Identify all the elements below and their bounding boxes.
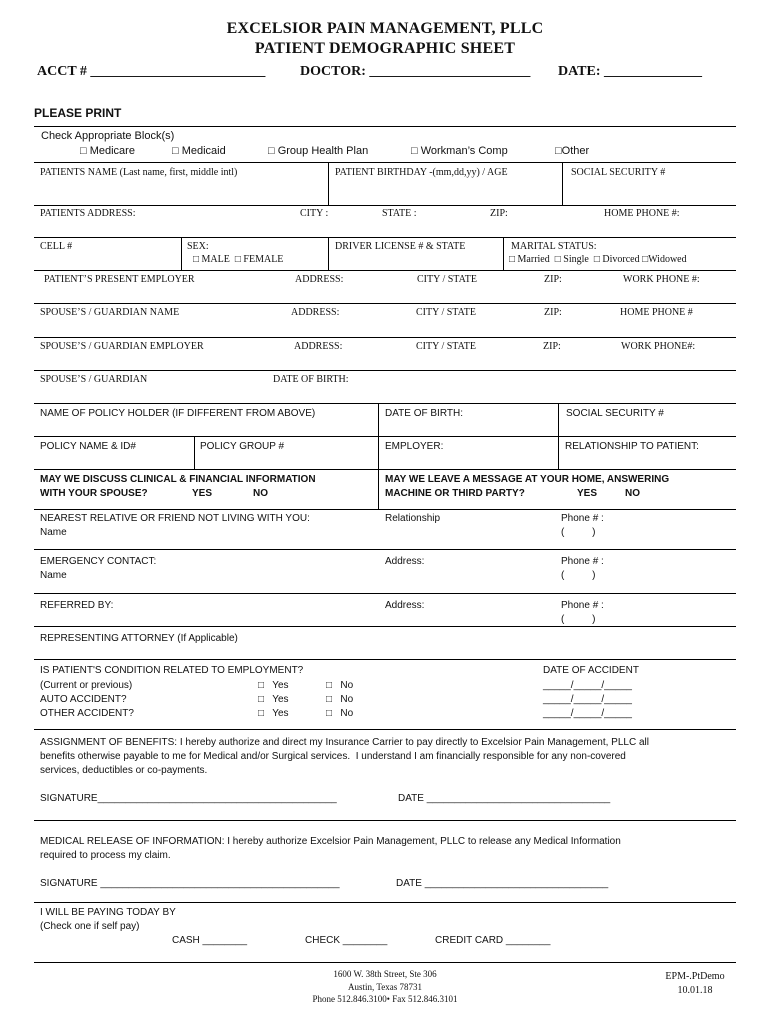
auto-accident-label: AUTO ACCIDENT?	[40, 694, 127, 705]
spouse-address-field[interactable]: ADDRESS:	[291, 307, 340, 318]
emergency-contact-label: EMERGENCY CONTACT:	[40, 556, 157, 567]
divider	[34, 659, 736, 660]
release-date-field[interactable]: DATE _________________________________	[396, 878, 609, 889]
employment-condition-question: IS PATIENT'S CONDITION RELATED TO EMPLOYMENT?	[40, 665, 304, 676]
divider	[34, 237, 736, 238]
marital-status-checkboxes[interactable]: □ Married □ Single □ Divorced □Widowed	[509, 254, 687, 265]
group-health-checkbox[interactable]: □ Group Health Plan	[268, 145, 369, 157]
discuss-question: MAY WE DISCUSS CLINICAL & FINANCIAL INFORMATION	[40, 474, 316, 485]
auto-no-checkbox[interactable]: □ No	[326, 694, 354, 705]
sex-label: SEX:	[187, 241, 209, 252]
spouse-work-phone-field[interactable]: WORK PHONE#:	[621, 341, 696, 352]
workmans-comp-checkbox[interactable]: □ Workman’s Comp	[411, 145, 508, 157]
discuss-question-line2: WITH YOUR SPOUSE?	[40, 488, 148, 499]
please-print-label: PLEASE PRINT	[34, 106, 122, 120]
patient-home-phone-field[interactable]: HOME PHONE #:	[604, 208, 680, 219]
spouse-name-field[interactable]: SPOUSE’S / GUARDIAN NAME	[40, 307, 180, 318]
divider	[328, 162, 329, 205]
patient-birthday-field[interactable]: PATIENT BIRTHDAY -(mm,dd,yy) / AGE	[335, 167, 508, 178]
spouse-employer-zip-field[interactable]: ZIP:	[543, 341, 561, 352]
footer-city: Austin, Texas 78731	[348, 982, 422, 992]
policy-group-field[interactable]: POLICY GROUP #	[200, 441, 285, 452]
spouse-city-field[interactable]: CITY / STATE	[416, 307, 476, 318]
divider	[34, 436, 736, 437]
assignment-text-line3: services, deductibles or co-payments.	[40, 765, 208, 776]
divider	[34, 626, 736, 627]
nearest-relative-label: NEAREST RELATIVE OR FRIEND NOT LIVING WITH YOU:	[40, 513, 310, 524]
divider	[562, 162, 563, 205]
nearest-phone-field[interactable]: Phone # :	[561, 513, 604, 524]
patient-state-field[interactable]: STATE :	[382, 208, 417, 219]
employment-yes-checkbox[interactable]: □ Yes	[258, 680, 289, 691]
divider	[34, 469, 736, 470]
medicaid-checkbox[interactable]: □ Medicaid	[172, 145, 226, 157]
divider	[34, 962, 736, 963]
current-previous-label: (Current or previous)	[40, 680, 133, 691]
date-field[interactable]: DATE: ______________	[558, 64, 703, 79]
spouse-employer-city-field[interactable]: CITY / STATE	[416, 341, 476, 352]
message-no-option[interactable]: NO	[625, 488, 640, 499]
other-accident-label: OTHER ACCIDENT?	[40, 708, 134, 719]
emergency-phone-field[interactable]: Phone # :	[561, 556, 604, 567]
assignment-date-field[interactable]: DATE _________________________________	[398, 793, 611, 804]
policy-holder-field[interactable]: NAME OF POLICY HOLDER (IF DIFFERENT FROM ABOVE)	[40, 408, 316, 419]
divider	[328, 237, 329, 270]
date-of-accident-label: DATE OF ACCIDENT	[543, 665, 639, 676]
form-revision-date: 10.01.18	[677, 985, 713, 996]
emergency-phone-area[interactable]: ( )	[561, 570, 596, 581]
patient-zip-field[interactable]: ZIP:	[490, 208, 508, 219]
spouse-home-phone-field[interactable]: HOME PHONE #	[620, 307, 693, 318]
nearest-phone-area[interactable]: ( )	[561, 527, 596, 538]
assignment-text: ASSIGNMENT OF BENEFITS: I hereby authorize and direct my Insurance Carrier to pay directly to Excelsior Pain Management, PLLC all	[40, 737, 649, 748]
divider	[34, 126, 736, 127]
paying-instruction: (Check one if self pay)	[40, 921, 140, 932]
relationship-to-patient-field[interactable]: RELATIONSHIP TO PATIENT:	[565, 441, 699, 452]
patient-name-field[interactable]: PATIENTS NAME (Last name, first, middle intl)	[40, 167, 238, 178]
other-no-checkbox[interactable]: □ No	[326, 708, 354, 719]
discuss-no-option[interactable]: NO	[253, 488, 268, 499]
patient-address-field[interactable]: PATIENTS ADDRESS:	[40, 208, 136, 219]
divider	[34, 303, 736, 304]
footer-address: 1600 W. 38th Street, Ste 306	[333, 969, 437, 979]
driver-license-field[interactable]: DRIVER LICENSE # & STATE	[335, 241, 466, 252]
other-checkbox[interactable]: □Other	[555, 145, 590, 157]
divider	[194, 436, 195, 469]
footer-phone: Phone 512.846.3100• Fax 512.846.3101	[312, 994, 458, 1004]
form-code: EPM-.PtDemo	[665, 971, 725, 982]
employment-no-checkbox[interactable]: □ No	[326, 680, 354, 691]
divider	[34, 729, 736, 730]
release-text-line2: required to process my claim.	[40, 850, 171, 861]
nearest-relative-name-field[interactable]: Name	[40, 527, 67, 538]
discuss-yes-option[interactable]: YES	[192, 488, 213, 499]
referred-phone-area[interactable]: ( )	[561, 614, 596, 625]
divider	[34, 509, 736, 510]
employer-zip-field[interactable]: ZIP:	[544, 274, 562, 285]
cash-option[interactable]: CASH ________	[172, 935, 248, 946]
divider	[34, 270, 736, 271]
divider	[34, 549, 736, 550]
policy-employer-field[interactable]: EMPLOYER:	[385, 441, 444, 452]
policy-holder-dob-field[interactable]: DATE OF BIRTH:	[385, 408, 463, 419]
divider	[181, 237, 182, 270]
divider	[34, 902, 736, 903]
release-text: MEDICAL RELEASE OF INFORMATION: I hereby authorize Excelsior Pain Management, PLLC to release any Medical Information	[40, 836, 621, 847]
divider	[34, 370, 736, 371]
referred-address-field[interactable]: Address:	[385, 600, 425, 611]
divider	[34, 162, 736, 163]
emergency-address-field[interactable]: Address:	[385, 556, 425, 567]
auto-yes-checkbox[interactable]: □ Yes	[258, 694, 289, 705]
work-phone-field[interactable]: WORK PHONE #:	[623, 274, 700, 285]
employer-field[interactable]: PATIENT’S PRESENT EMPLOYER	[44, 274, 195, 285]
policy-holder-ssn-field[interactable]: SOCIAL SECURITY #	[566, 408, 664, 419]
spouse-employer-field[interactable]: SPOUSE’S / GUARDIAN EMPLOYER	[40, 341, 204, 352]
message-yes-option[interactable]: YES	[577, 488, 598, 499]
employment-accident-date-field[interactable]: _____/_____/_____	[543, 680, 632, 691]
marital-status-label: MARITAL STATUS:	[511, 241, 597, 252]
nearest-relationship-field[interactable]: Relationship	[385, 513, 441, 524]
auto-accident-date-field[interactable]: _____/_____/_____	[543, 694, 632, 705]
message-question-line2: MACHINE OR THIRD PARTY?	[385, 488, 525, 499]
patient-ssn-field[interactable]: SOCIAL SECURITY #	[571, 167, 666, 178]
message-question: MAY WE LEAVE A MESSAGE AT YOUR HOME, ANSWERING	[385, 474, 670, 485]
attorney-field[interactable]: REPRESENTING ATTORNEY (If Applicable)	[40, 633, 238, 644]
release-signature-field[interactable]: SIGNATURE ___________________________________________	[40, 878, 340, 889]
divider	[34, 820, 736, 821]
other-accident-date-field[interactable]: _____/_____/_____	[543, 708, 632, 719]
policy-name-id-field[interactable]: POLICY NAME & ID#	[40, 441, 136, 452]
check-option[interactable]: CHECK ________	[305, 935, 388, 946]
paying-today-label: I WILL BE PAYING TODAY BY	[40, 907, 176, 918]
acct-field[interactable]: ACCT # _________________________	[37, 64, 266, 79]
assignment-text-line2: benefits otherwise payable to me for Medical and/or Surgical services. I understand I am financially responsible for any non-covered	[40, 751, 626, 762]
form-title: EXCELSIOR PAIN MANAGEMENT, PLLC	[226, 20, 544, 37]
credit-card-option[interactable]: CREDIT CARD ________	[435, 935, 551, 946]
cell-phone-field[interactable]: CELL #	[40, 241, 73, 252]
other-yes-checkbox[interactable]: □ Yes	[258, 708, 289, 719]
divider	[34, 205, 736, 206]
divider	[503, 237, 504, 270]
sex-checkboxes[interactable]: □ MALE □ FEMALE	[193, 254, 284, 265]
referred-by-field[interactable]: REFERRED BY:	[40, 600, 114, 611]
medicare-checkbox[interactable]: □ Medicare	[80, 145, 135, 157]
divider	[34, 593, 736, 594]
referred-phone-field[interactable]: Phone # :	[561, 600, 604, 611]
assignment-signature-field[interactable]: SIGNATURE___________________________________________	[40, 793, 337, 804]
spouse-employer-address-field[interactable]: ADDRESS:	[294, 341, 343, 352]
divider	[378, 469, 379, 509]
spouse-zip-field[interactable]: ZIP:	[544, 307, 562, 318]
divider	[34, 403, 736, 404]
patient-city-field[interactable]: CITY :	[300, 208, 329, 219]
spouse-guardian-label: SPOUSE’S / GUARDIAN	[40, 374, 148, 385]
spouse-dob-field[interactable]: DATE OF BIRTH:	[273, 374, 349, 385]
emergency-name-field[interactable]: Name	[40, 570, 67, 581]
divider	[34, 337, 736, 338]
form-subtitle: PATIENT DEMOGRAPHIC SHEET	[254, 40, 516, 57]
check-blocks-label: Check Appropriate Block(s)	[41, 130, 175, 142]
employer-city-field[interactable]: CITY / STATE	[417, 274, 477, 285]
doctor-field[interactable]: DOCTOR: _______________________	[300, 64, 531, 79]
employer-address-field[interactable]: ADDRESS:	[295, 274, 344, 285]
